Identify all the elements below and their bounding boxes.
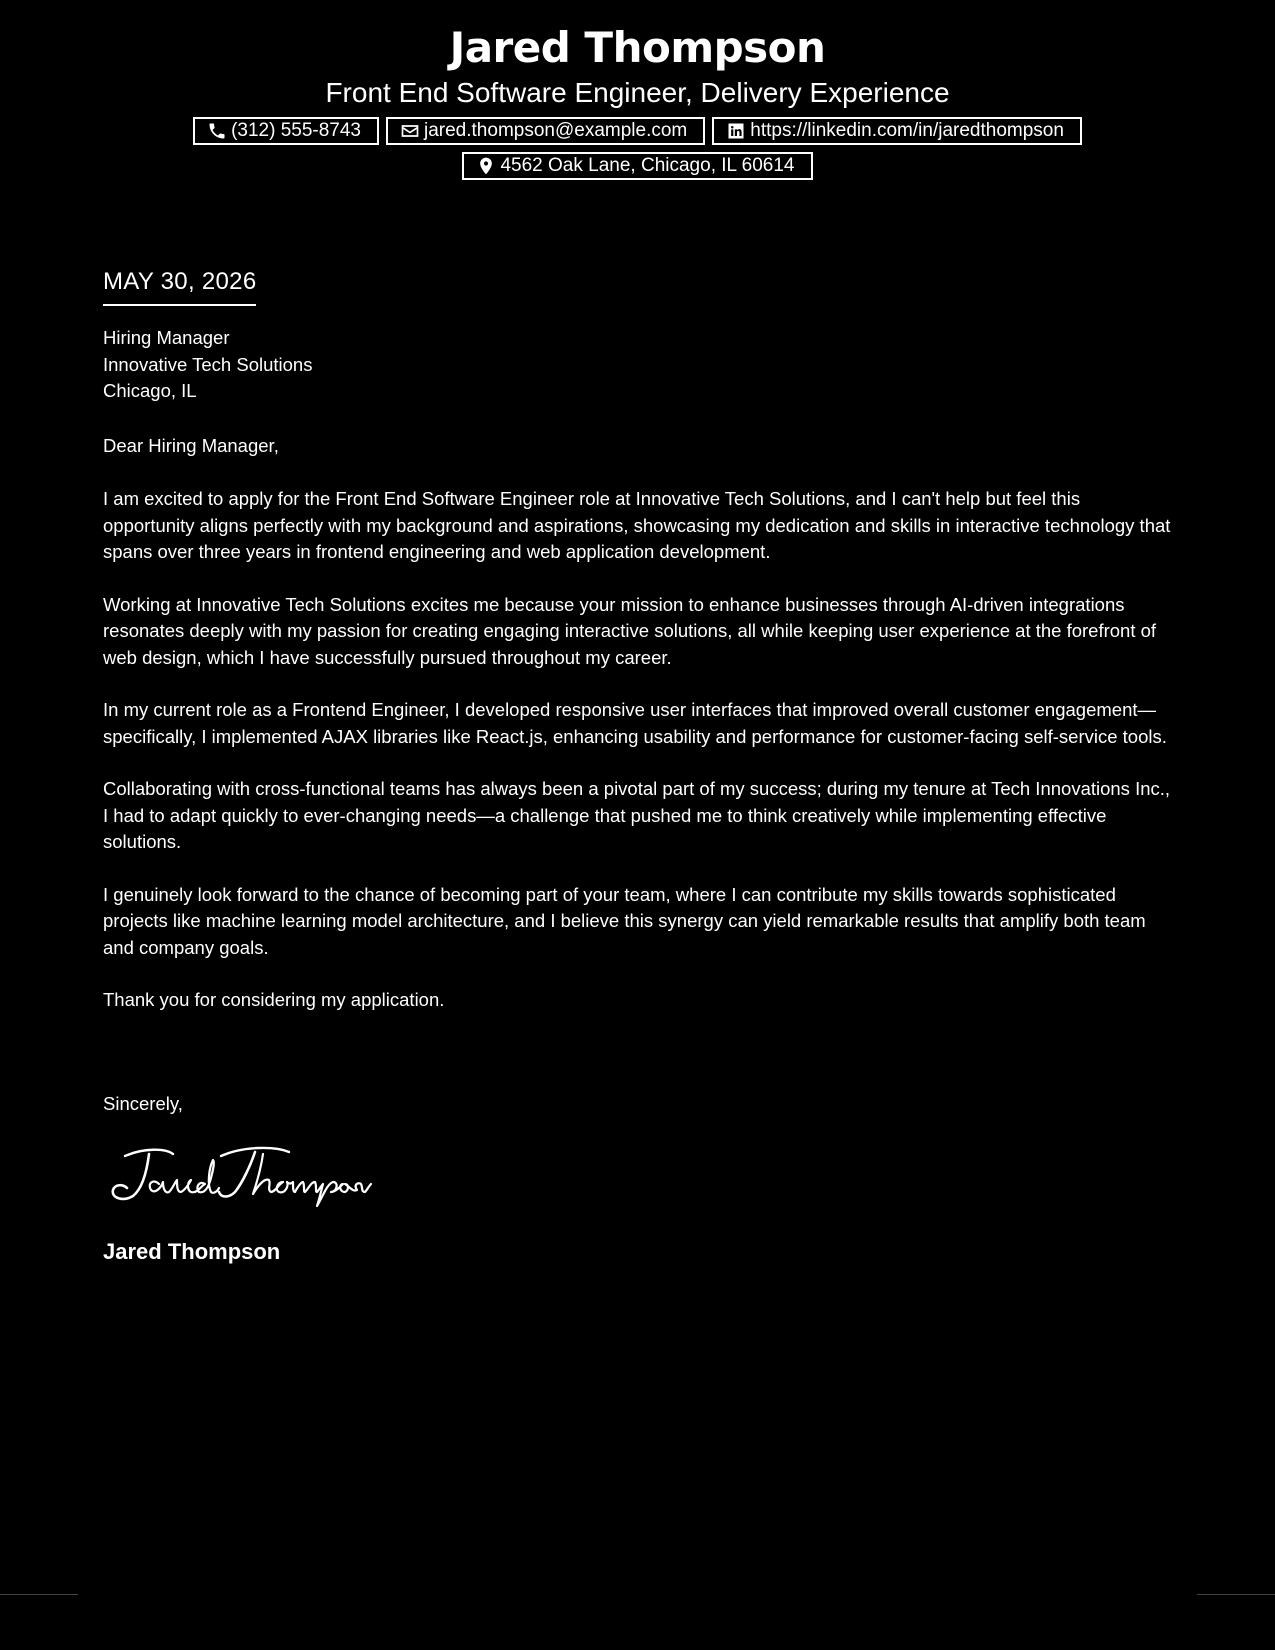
body-paragraph: In my current role as a Frontend Engineer, I developed responsive user interfaces that improved overall customer engagement—specifically, I implemented AJAX libraries like React.js, enhancing usability and performance for customer-facing self-service tools. — [103, 699, 1167, 747]
body-paragraph: I genuinely look forward to the chance of becoming part of your team, where I can contribute my skills towards sophisticated projects like machine learning model architecture, and I believe this synergy can yield remarkable results that amplify both team and company goals. — [103, 883, 1146, 958]
contact-row-primary — [0, 117, 1275, 145]
contact-phone-text: (312) 555-8743 — [231, 120, 361, 141]
body-paragraph: Collaborating with cross-functional teams has always been a pivotal part of my success; during my tenure at Tech Innovations Inc., I had to adapt quickly to ever-changing needs—a challenge that pushed me to think creatively while implementing effective solutions. — [103, 778, 1171, 852]
salutation: Dear Hiring Manager, — [103, 435, 279, 456]
signer-name: Jared Thompson — [103, 1239, 281, 1264]
phone-icon — [207, 121, 227, 141]
body-paragraph: I am excited to apply for the Front End Software Engineer role at Innovative Tech Solutions, and I can't help but feel this opportunity aligns perfectly with my background and aspirations, showcasing my dedication and skills in interactive technology that spans over three years in frontend engineering and web application development. — [103, 488, 1171, 562]
letter-header — [0, 20, 1275, 180]
body-paragraph: Thank you for considering my application. — [103, 989, 445, 1010]
contact-address-text: 4562 Oak Lane, Chicago, IL 60614 — [500, 155, 795, 176]
recipient-block — [103, 325, 1173, 405]
recipient-line: Hiring Manager — [103, 327, 230, 348]
body-paragraph: Working at Innovative Tech Solutions excites me because your mission to enhance businesses through AI-driven integrations resonates deeply with my passion for creating engaging interactive solutions, all while keeping user experience at the forefront of web design, which I have successfully pursued throughout my career. — [103, 593, 1157, 668]
contact-email[interactable] — [386, 117, 705, 145]
contact-linkedin[interactable] — [712, 117, 1082, 145]
handwritten-signature — [103, 1140, 373, 1210]
contact-address[interactable] — [462, 152, 812, 180]
linkedin-icon — [726, 121, 746, 141]
letter-date: MAY 30, 2026 — [103, 266, 256, 306]
contact-row-secondary — [0, 152, 1275, 180]
letter-body — [103, 486, 1173, 1040]
recipient-line: Innovative Tech Solutions — [103, 353, 313, 375]
location-pin-icon — [476, 156, 496, 176]
envelope-icon — [400, 121, 420, 141]
recipient-line: Chicago, IL — [103, 380, 197, 401]
footer-divider-left — [0, 1594, 78, 1595]
applicant-name: Jared Thompson — [449, 23, 826, 72]
applicant-title: Front End Software Engineer, Delivery Experience — [325, 77, 950, 108]
contact-linkedin-text: https://linkedin.com/in/jaredthompson — [750, 120, 1064, 141]
closing: Sincerely, — [103, 1093, 183, 1114]
contact-phone[interactable] — [193, 117, 379, 145]
footer-divider-right — [1197, 1594, 1275, 1595]
contact-email-text: jared.thompson@example.com — [424, 120, 688, 141]
